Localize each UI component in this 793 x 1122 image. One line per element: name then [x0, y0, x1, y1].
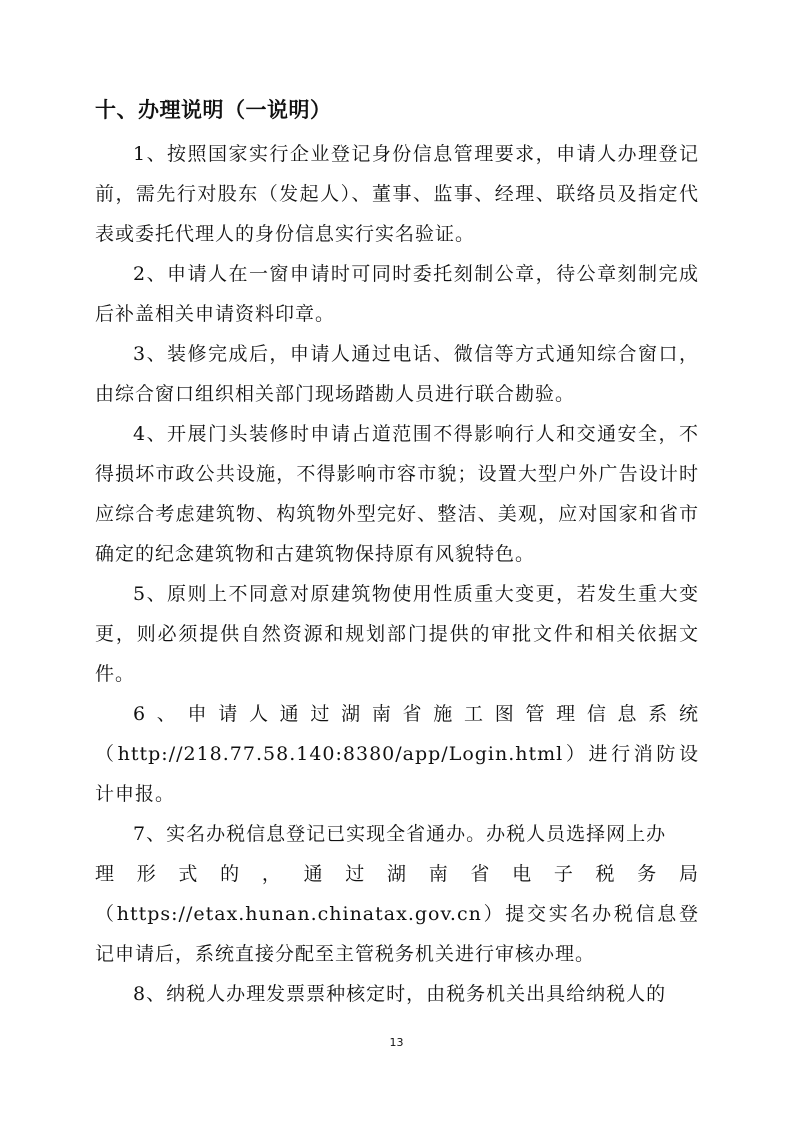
paragraph-1: 1、按照国家实行企业登记身份信息管理要求，申请人办理登记前，需先行对股东（发起人）、董事、监事、经理、联络员及指定代表或委托代理人的身份信息实行实名验证。 — [95, 143, 699, 245]
paragraph-7-rest: （https://etax.hunan.chinatax.gov.cn）提交实名办税信息登记申请后，系统直接分配至主管税务机关进行审核办理。 — [95, 903, 699, 965]
page-number: 13 — [389, 1036, 404, 1049]
paragraph-6-rest: （http://218.77.58.140:8380/app/Login.html）进行消防设计申报。 — [95, 743, 699, 805]
paragraph-7-line-2: 理形式的，通过湖南省电子税务局 — [95, 863, 699, 885]
paragraph-7-line-1: 7、实名办税信息登记已实现全省通办。办税人员选择网上办 — [133, 823, 667, 845]
paragraph-2: 2、申请人在一窗申请时可同时委托刻制公章，待公章刻制完成后补盖相关申请资料印章。 — [95, 263, 699, 325]
paragraph-6-line-1: 6、申请人通过湖南省施工图管理信息系统 — [133, 703, 699, 725]
document-body — [95, 134, 699, 1014]
section-heading: 十、办理说明（一说明） — [95, 98, 332, 122]
paragraph-3: 3、装修完成后，申请人通过电话、微信等方式通知综合窗口，由综合窗口组织相关部门现场踏勘人员进行联合勘验。 — [95, 343, 699, 405]
paragraph-8: 8、纳税人办理发票票种核定时，由税务机关出具给纳税人的 — [133, 983, 667, 1005]
paragraph-4: 4、开展门头装修时申请占道范围不得影响行人和交通安全，不得损坏市政公共设施，不得影响市容市貌；设置大型户外广告设计时应综合考虑建筑物、构筑物外型完好、整洁、美观，应对国家和省市确定的纪念建筑物和古建筑物保持原有风貌特色。 — [95, 423, 699, 565]
paragraph-5: 5、原则上不同意对原建筑物使用性质重大变更，若发生重大变更，则必须提供自然资源和规划部门提供的审批文件和相关依据文件。 — [95, 583, 699, 685]
